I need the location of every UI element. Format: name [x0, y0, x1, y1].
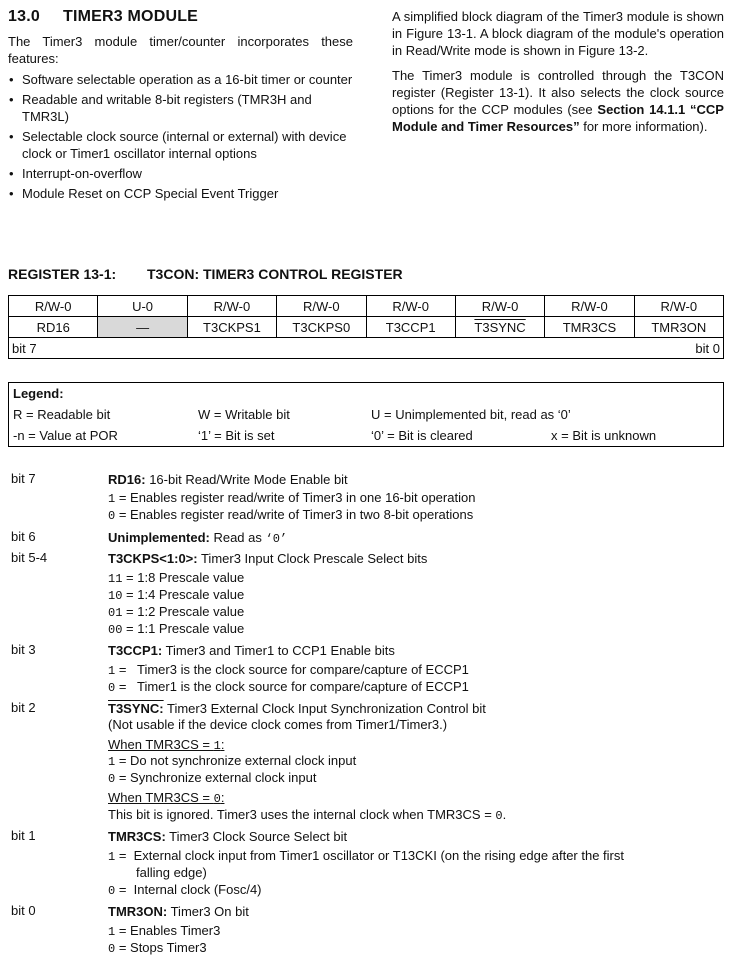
bit-cell-rd16: RD16	[9, 317, 98, 338]
bit1-desc: Timer3 Clock Source Select bit	[165, 829, 348, 844]
bit3-option-1	[108, 662, 469, 678]
option-text: = Do not synchronize external clock input	[115, 753, 357, 768]
control-text-end: for more information).	[579, 119, 708, 134]
lsb-label: bit 0	[695, 340, 720, 356]
option-value: 01	[108, 606, 123, 620]
access-row	[9, 296, 724, 317]
access-cell: R/W-0	[9, 296, 98, 317]
bit-name-row	[9, 317, 724, 338]
option-value: 1	[108, 850, 116, 864]
bit-cell-t3ckps0: T3CKPS0	[277, 317, 366, 338]
bit6-name: Unimplemented:	[108, 530, 210, 545]
option-value: 10	[108, 589, 123, 603]
section-reference-link[interactable]: Section 14.1.1 “CCP Module and Timer Resources”	[392, 102, 724, 134]
bit0-desc: Timer3 On bit	[167, 904, 249, 919]
option-value: 0	[108, 884, 116, 898]
legend-unknown: x = Bit is unknown	[551, 428, 657, 443]
list-item: • Module Reset on CCP Special Event Trigger	[8, 185, 353, 202]
list-item: • Software selectable operation as a 16-bit timer or counter	[8, 71, 353, 88]
bit0-name: TMR3ON:	[108, 904, 168, 919]
option-value: 0	[108, 942, 116, 956]
bit54-label: bit 5-4	[11, 550, 48, 565]
bit54-option-00	[108, 621, 244, 637]
access-cell: R/W-0	[187, 296, 276, 317]
option-value: 0	[108, 681, 116, 695]
register-label: REGISTER 13-1:	[8, 266, 117, 282]
bit1-option-1	[108, 848, 624, 864]
option-text: = Internal clock (Fosc/4)	[115, 882, 262, 897]
option-text: = Timer3 is the clock source for compare/capture of ECCP1	[115, 662, 469, 677]
option-text: = Stops Timer3	[115, 940, 207, 955]
access-cell: R/W-0	[455, 296, 544, 317]
legend-por: -n = Value at POR	[13, 428, 118, 443]
list-item: • Readable and writable 8-bit registers (TMR3H and TMR3L)	[8, 91, 353, 125]
bit54-option-10	[108, 587, 244, 603]
bit1-name: TMR3CS:	[108, 829, 166, 844]
bit6-label: bit 6	[11, 529, 36, 544]
bit2-name: T3SYNC:	[108, 701, 164, 716]
bit2-when-0	[108, 790, 224, 806]
bit54-description	[108, 550, 427, 567]
intro-column	[8, 8, 353, 205]
option-value: 11	[108, 572, 123, 586]
control-paragraph	[392, 67, 724, 135]
ignored-text: This bit is ignored. Timer3 uses the internal clock when TMR3CS =	[108, 807, 496, 822]
section-heading	[8, 8, 353, 26]
option-text: = 1:4 Prescale value	[122, 587, 245, 602]
option-value: 1	[108, 925, 116, 939]
when-value: 1	[213, 739, 221, 753]
feature-list	[8, 71, 353, 202]
bit1-label: bit 1	[11, 828, 36, 843]
access-cell: U-0	[98, 296, 187, 317]
option-text: = 1:8 Prescale value	[122, 570, 245, 585]
legend-writable: W = Writable bit	[198, 407, 290, 422]
bit2-desc: Timer3 External Clock Input Synchronization Control bit	[163, 701, 486, 716]
access-cell: R/W-0	[634, 296, 723, 317]
bit0-option-1	[108, 923, 220, 939]
bit2-note: (Not usable if the device clock comes from Timer1/Timer3.)	[108, 717, 448, 732]
list-item: • Selectable clock source (internal or external) with device clock or Timer1 oscillator internal options	[8, 128, 353, 162]
when-end: :	[220, 737, 225, 752]
bit-cell-tmr3cs: TMR3CS	[545, 317, 634, 338]
bit7-description	[108, 471, 348, 488]
option-value: 0	[108, 509, 116, 523]
bit3-desc: Timer3 and Timer1 to CCP1 Enable bits	[162, 643, 395, 658]
bit2-label: bit 2	[11, 700, 36, 715]
option-value: 1	[108, 664, 116, 678]
bit54-option-11	[108, 570, 244, 586]
option-text: = 1:1 Prescale value	[122, 621, 245, 636]
bit6-description	[108, 529, 287, 548]
list-item: • Interrupt-on-overflow	[8, 165, 353, 182]
option-value: 1	[108, 492, 116, 506]
option-text: = Synchronize external clock input	[115, 770, 317, 785]
when-end: :	[220, 790, 225, 805]
bit7-option-1	[108, 490, 475, 506]
bit2-description	[108, 700, 486, 717]
option-value: 00	[108, 623, 123, 637]
bit-cell-tmr3on: TMR3ON	[634, 317, 723, 338]
bit3-label: bit 3	[11, 642, 36, 657]
bit7-name: RD16:	[108, 472, 146, 487]
bit6-value: ‘0’	[265, 532, 288, 546]
option-text: = Enables register read/write of Timer3 in two 8-bit operations	[115, 507, 474, 522]
legend-readable: R = Readable bit	[13, 407, 111, 422]
ignored-end: .	[502, 807, 507, 822]
bit2-option-1	[108, 753, 356, 769]
bit1-option-0	[108, 882, 262, 898]
access-cell: R/W-0	[366, 296, 455, 317]
section-number: 13.0	[8, 8, 40, 25]
bit-range-cell	[9, 338, 724, 359]
access-cell: R/W-0	[545, 296, 634, 317]
when-value: 0	[213, 792, 221, 806]
when-text: When TMR3CS =	[108, 790, 214, 805]
when-text: When TMR3CS =	[108, 737, 214, 752]
option-text: = Enables register read/write of Timer3 in one 16-bit operation	[115, 490, 476, 505]
bit54-name: T3CKPS<1:0>:	[108, 551, 198, 566]
bit2-when-1	[108, 737, 224, 753]
overview-column	[392, 8, 724, 143]
section-title: TIMER3 MODULE	[63, 8, 199, 25]
bit7-label: bit 7	[11, 471, 36, 486]
option-text: = 1:2 Prescale value	[122, 604, 245, 619]
option-value: 1	[108, 755, 116, 769]
register-title	[8, 266, 403, 282]
legend-unimplemented: U = Unimplemented bit, read as ‘0’	[371, 407, 571, 422]
bit1-option-1-cont: falling edge)	[136, 865, 207, 880]
legend-set: ‘1’ = Bit is set	[198, 428, 275, 443]
option-text: = External clock input from Timer1 oscillator or T13CKI (on the rising edge after the first	[115, 848, 624, 863]
bit2-option-0	[108, 770, 316, 786]
access-cell: R/W-0	[277, 296, 366, 317]
ignored-value: 0	[495, 809, 503, 823]
bit-cell-unimplemented: —	[98, 317, 187, 338]
bit2-ignored-note	[108, 807, 506, 823]
bit7-option-0	[108, 507, 473, 523]
bit54-desc: Timer3 Input Clock Prescale Select bits	[197, 551, 428, 566]
bit0-option-0	[108, 940, 207, 956]
control-text: The Timer3 module is controlled through the T3CON register (Register 13-1). It also selects the clock source options for the CCP modules (see	[392, 68, 724, 117]
bit-cell-t3ckps1: T3CKPS1	[187, 317, 276, 338]
bit54-option-01	[108, 604, 244, 620]
bit0-description	[108, 903, 249, 920]
option-value: 0	[108, 772, 116, 786]
bit-cell-t3sync	[455, 317, 544, 338]
bit6-desc: Read as	[209, 530, 266, 545]
legend-cleared: ‘0’ = Bit is cleared	[371, 428, 473, 443]
option-text: = Enables Timer3	[115, 923, 221, 938]
legend-title: Legend:	[13, 386, 64, 401]
t3sync-label: T3SYNC	[474, 319, 526, 335]
bit-cell-t3ccp1: T3CCP1	[366, 317, 455, 338]
legend-box	[8, 382, 724, 447]
register-name: T3CON: TIMER3 CONTROL REGISTER	[147, 266, 403, 282]
bit3-description	[108, 642, 395, 659]
msb-label: bit 7	[12, 340, 37, 356]
register-table	[8, 295, 724, 359]
intro-paragraph: The Timer3 module timer/counter incorporates these features:	[8, 34, 353, 66]
bit7-desc: 16-bit Read/Write Mode Enable bit	[145, 472, 348, 487]
bit3-name: T3CCP1:	[108, 643, 163, 658]
bit-range-row	[9, 338, 724, 359]
bit0-label: bit 0	[11, 903, 36, 918]
option-text: = Timer1 is the clock source for compare/capture of ECCP1	[115, 679, 469, 694]
block-diagram-paragraph: A simplified block diagram of the Timer3 module is shown in Figure 13-1. A block diagram of the module's operation in Read/Write mode is shown in Figure 13-2.	[392, 9, 724, 58]
bit1-description	[108, 828, 347, 845]
bit3-option-0	[108, 679, 469, 695]
